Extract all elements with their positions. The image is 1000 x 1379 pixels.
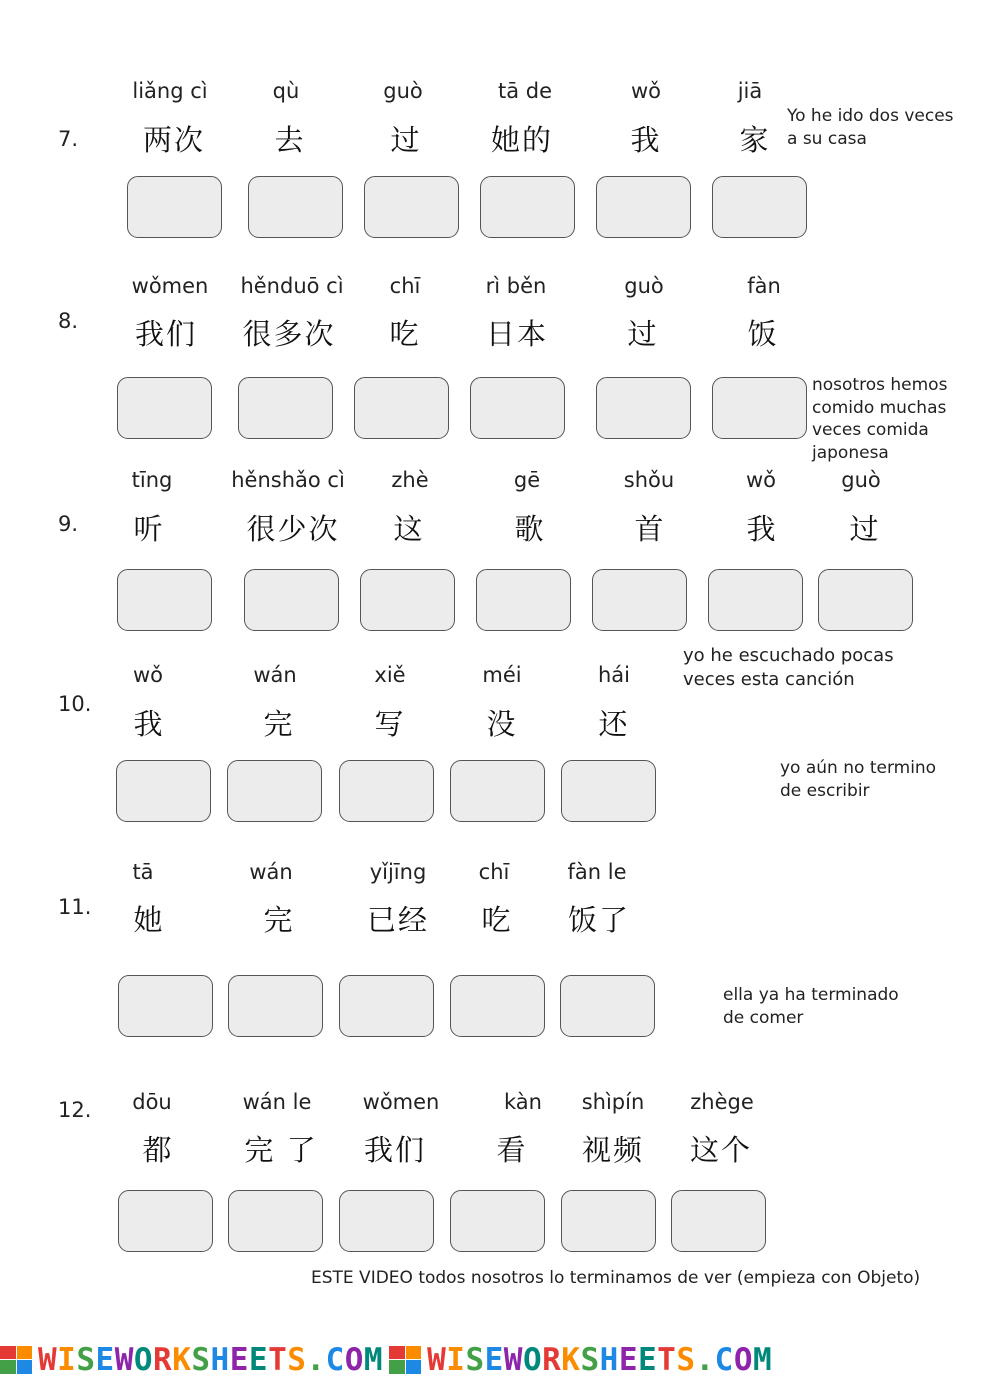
pinyin-label: liǎng cì bbox=[132, 79, 208, 103]
hanzi-word[interactable]: 很多次 bbox=[242, 317, 336, 351]
watermark-text: WISEWORKSHEETS.COM bbox=[427, 1341, 773, 1378]
logo-tile bbox=[0, 1360, 16, 1374]
hanzi-word[interactable]: 写 bbox=[374, 707, 406, 741]
logo-tile bbox=[17, 1346, 33, 1360]
hanzi-word[interactable]: 没 bbox=[486, 707, 518, 741]
logo-tile bbox=[0, 1346, 16, 1360]
answer-drop-box[interactable] bbox=[592, 569, 687, 631]
hanzi-word[interactable]: 去 bbox=[274, 123, 306, 157]
answer-drop-box[interactable] bbox=[360, 569, 455, 631]
pinyin-label: tā de bbox=[497, 79, 553, 103]
answer-drop-box[interactable] bbox=[117, 569, 212, 631]
exercise-number: 8. bbox=[58, 309, 79, 333]
hanzi-word[interactable]: 饭 bbox=[747, 317, 779, 351]
pinyin-label: shìpín bbox=[581, 1090, 645, 1114]
hanzi-word[interactable]: 我 bbox=[630, 123, 662, 157]
pinyin-label: yǐjīng bbox=[369, 860, 427, 884]
answer-drop-box[interactable] bbox=[248, 176, 343, 238]
answer-drop-box[interactable] bbox=[238, 377, 333, 439]
hanzi-word[interactable]: 视频 bbox=[581, 1133, 645, 1167]
hanzi-word[interactable]: 还 bbox=[598, 707, 630, 741]
hanzi-word[interactable]: 这个 bbox=[689, 1133, 753, 1167]
pinyin-label: wǒmen bbox=[131, 274, 209, 298]
answer-drop-box[interactable] bbox=[227, 760, 322, 822]
hanzi-word[interactable]: 饭了 bbox=[567, 903, 631, 937]
wiseworksheets-logo-icon bbox=[389, 1346, 421, 1374]
pinyin-label: hěnshǎo cì bbox=[231, 468, 345, 492]
hanzi-word[interactable]: 完 bbox=[263, 903, 295, 937]
logo-tile bbox=[406, 1346, 422, 1360]
hanzi-word[interactable]: 看 bbox=[496, 1133, 528, 1167]
answer-drop-box[interactable] bbox=[228, 975, 323, 1037]
hanzi-word[interactable]: 家 bbox=[739, 123, 771, 157]
watermark-text: WISEWORKSHEETS.COM bbox=[38, 1341, 384, 1378]
answer-drop-box[interactable] bbox=[712, 377, 807, 439]
hanzi-word[interactable]: 歌 bbox=[514, 512, 546, 546]
hanzi-word[interactable]: 她的 bbox=[490, 123, 554, 157]
answer-drop-box[interactable] bbox=[470, 377, 565, 439]
hanzi-word[interactable]: 我 bbox=[746, 512, 778, 546]
answer-drop-box[interactable] bbox=[118, 975, 213, 1037]
hanzi-word[interactable]: 我们 bbox=[134, 317, 198, 351]
pinyin-label: jiā bbox=[737, 79, 763, 103]
pinyin-label: chī bbox=[389, 274, 421, 298]
translation-text: nosotros hemos comido muchas veces comida japonesa bbox=[812, 375, 948, 463]
pinyin-label: gē bbox=[513, 468, 541, 492]
answer-drop-box[interactable] bbox=[116, 760, 211, 822]
pinyin-label: kàn bbox=[504, 1090, 542, 1114]
pinyin-label: zhège bbox=[690, 1090, 754, 1114]
pinyin-label: shǒu bbox=[623, 468, 675, 492]
hanzi-word[interactable]: 这 bbox=[393, 512, 425, 546]
pinyin-label: wán bbox=[253, 663, 297, 687]
answer-drop-box[interactable] bbox=[244, 569, 339, 631]
answer-drop-box[interactable] bbox=[450, 1190, 545, 1252]
hanzi-word[interactable]: 我们 bbox=[363, 1133, 427, 1167]
hanzi-word[interactable]: 过 bbox=[627, 317, 659, 351]
pinyin-label: chī bbox=[478, 860, 510, 884]
pinyin-label: wǒ bbox=[630, 79, 662, 103]
translation-text: ESTE VIDEO todos nosotros lo terminamos de ver (empieza con Objeto) bbox=[311, 1268, 921, 1288]
hanzi-word[interactable]: 两次 bbox=[142, 123, 206, 157]
pinyin-label: wán bbox=[249, 860, 293, 884]
pinyin-label: méi bbox=[482, 663, 522, 687]
hanzi-word[interactable]: 完 了 bbox=[244, 1133, 318, 1167]
answer-drop-box[interactable] bbox=[480, 176, 575, 238]
pinyin-label: fàn le bbox=[567, 860, 627, 884]
exercise-number: 9. bbox=[58, 512, 79, 536]
pinyin-label: wǒ bbox=[745, 468, 777, 492]
pinyin-label: qù bbox=[272, 79, 300, 103]
logo-tile bbox=[17, 1360, 33, 1374]
answer-drop-box[interactable] bbox=[339, 1190, 434, 1252]
watermark-bar bbox=[0, 1340, 1000, 1379]
pinyin-label: wǒ bbox=[132, 663, 164, 687]
pinyin-label: wǒmen bbox=[362, 1090, 440, 1114]
answer-drop-box[interactable] bbox=[354, 377, 449, 439]
answer-drop-box[interactable] bbox=[561, 1190, 656, 1252]
answer-drop-box[interactable] bbox=[476, 569, 571, 631]
answer-drop-box[interactable] bbox=[561, 760, 656, 822]
logo-tile bbox=[406, 1360, 422, 1374]
answer-drop-box[interactable] bbox=[450, 975, 545, 1037]
pinyin-label: zhè bbox=[391, 468, 429, 492]
answer-drop-box[interactable] bbox=[364, 176, 459, 238]
answer-drop-box[interactable] bbox=[339, 975, 434, 1037]
translation-text: yo he escuchado pocas veces esta canción bbox=[683, 645, 894, 690]
answer-drop-box[interactable] bbox=[712, 176, 807, 238]
exercise-number: 11. bbox=[58, 895, 92, 919]
translation-text: yo aún no termino de escribir bbox=[780, 758, 937, 801]
pinyin-label: wán le bbox=[242, 1090, 312, 1114]
translation-text: ella ya ha terminado de comer bbox=[723, 985, 899, 1028]
hanzi-word[interactable]: 吃 bbox=[481, 903, 513, 937]
pinyin-label: tā bbox=[132, 860, 154, 884]
answer-drop-box[interactable] bbox=[708, 569, 803, 631]
hanzi-word[interactable]: 都 bbox=[142, 1133, 174, 1167]
pinyin-label: hěnduō cì bbox=[240, 274, 344, 298]
pinyin-label: rì běn bbox=[485, 274, 547, 298]
hanzi-word[interactable]: 完 bbox=[263, 707, 295, 741]
hanzi-word[interactable]: 吃 bbox=[389, 317, 421, 351]
answer-drop-box[interactable] bbox=[118, 1190, 213, 1252]
exercise-number: 7. bbox=[58, 127, 79, 151]
logo-tile bbox=[389, 1360, 405, 1374]
answer-drop-box[interactable] bbox=[596, 377, 691, 439]
answer-drop-box[interactable] bbox=[339, 760, 434, 822]
answer-drop-box[interactable] bbox=[127, 176, 222, 238]
translation-text: Yo he ido dos veces a su casa bbox=[787, 106, 954, 149]
answer-drop-box[interactable] bbox=[671, 1190, 766, 1252]
pinyin-label: hái bbox=[597, 663, 631, 687]
exercise-number: 10. bbox=[58, 692, 92, 716]
answer-drop-box[interactable] bbox=[450, 760, 545, 822]
pinyin-label: fàn bbox=[747, 274, 781, 298]
hanzi-word[interactable]: 她 bbox=[133, 903, 165, 937]
answer-drop-box[interactable] bbox=[228, 1190, 323, 1252]
answer-drop-box[interactable] bbox=[117, 377, 212, 439]
pinyin-label: guò bbox=[841, 468, 881, 492]
answer-drop-box[interactable] bbox=[818, 569, 913, 631]
hanzi-word[interactable]: 日本 bbox=[485, 317, 549, 351]
exercise-number: 12. bbox=[58, 1098, 92, 1122]
hanzi-word[interactable]: 我 bbox=[133, 707, 165, 741]
hanzi-word[interactable]: 过 bbox=[849, 512, 881, 546]
answer-drop-box[interactable] bbox=[596, 176, 691, 238]
hanzi-word[interactable]: 过 bbox=[390, 123, 422, 157]
watermark bbox=[0, 1342, 383, 1378]
logo-tile bbox=[389, 1346, 405, 1360]
pinyin-label: tīng bbox=[131, 468, 173, 492]
pinyin-label: xiě bbox=[374, 663, 406, 687]
pinyin-label: dōu bbox=[132, 1090, 172, 1114]
hanzi-word[interactable]: 很少次 bbox=[246, 512, 340, 546]
hanzi-word[interactable]: 已经 bbox=[366, 903, 430, 937]
answer-drop-box[interactable] bbox=[560, 975, 655, 1037]
hanzi-word[interactable]: 听 bbox=[133, 512, 165, 546]
watermark bbox=[389, 1342, 772, 1378]
wiseworksheets-logo-icon bbox=[0, 1346, 32, 1374]
pinyin-label: guò bbox=[624, 274, 664, 298]
hanzi-word[interactable]: 首 bbox=[634, 512, 666, 546]
pinyin-label: guò bbox=[383, 79, 423, 103]
